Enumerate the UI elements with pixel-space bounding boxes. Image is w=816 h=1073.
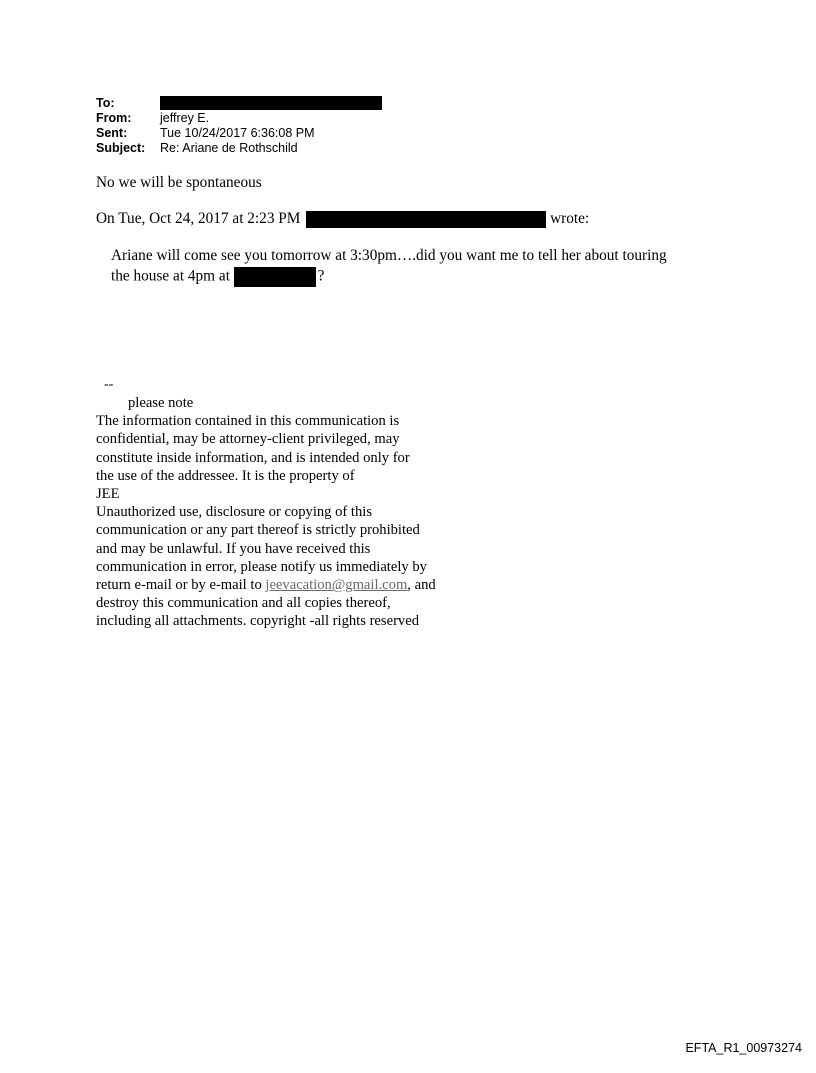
redaction-bar xyxy=(306,211,546,228)
subject-value: Re: Ariane de Rothschild xyxy=(160,141,298,155)
reply-text: No we will be spontaneous xyxy=(96,174,262,191)
subject-row xyxy=(96,141,382,156)
email-header xyxy=(96,96,382,156)
quoted-line-1: Ariane will come see you tomorrow at 3:30pm….did you want me to tell her about touring xyxy=(111,247,667,264)
signature-line: communication in error, please notify us immediately by xyxy=(96,558,427,575)
signature-line: JEE xyxy=(96,486,120,503)
signature-line: and may be unlawful. If you have received this xyxy=(96,540,371,557)
quoted-line-2-end: ? xyxy=(317,267,325,285)
sent-label: Sent: xyxy=(96,126,128,140)
quoted-line-2-start: the house at 4pm at xyxy=(111,267,230,285)
from-value: jeffrey E. xyxy=(160,111,210,125)
signature-line: destroy this communication and all copies thereof, xyxy=(96,595,391,612)
signature-line: the use of the addressee. It is the property of xyxy=(96,467,355,484)
sent-value: Tue 10/24/2017 6:36:08 PM xyxy=(160,126,315,140)
signature-line: The information contained in this communication is xyxy=(96,413,400,430)
document-id: EFTA_R1_00973274 xyxy=(685,1041,802,1055)
quote-intro-tail: wrote: xyxy=(550,210,590,227)
signature-line: confidential, may be attorney-client privileged, may xyxy=(96,431,400,448)
signature-block xyxy=(96,394,436,631)
from-label: From: xyxy=(96,111,132,125)
signature-line: communication or any part thereof is strictly prohibited xyxy=(96,522,420,539)
quote-intro xyxy=(96,210,589,228)
from-row xyxy=(96,111,382,126)
email-link[interactable]: jeevacation@gmail.com xyxy=(265,577,408,594)
signature-separator: -- xyxy=(104,377,114,392)
to-label: To: xyxy=(96,96,115,110)
quote-intro-text: On Tue, Oct 24, 2017 at 2:23 PM xyxy=(96,210,301,227)
signature-return-line xyxy=(96,576,436,594)
subject-label: Subject: xyxy=(96,141,146,155)
signature-line: including all attachments. copyright -all rights reserved xyxy=(96,613,419,630)
return-suffix: , and xyxy=(407,577,436,594)
signature-line: Unauthorized use, disclosure or copying of this xyxy=(96,504,373,521)
redaction-bar xyxy=(234,267,316,287)
quoted-line-2 xyxy=(111,267,324,287)
signature-note: please note xyxy=(128,395,194,411)
to-row xyxy=(96,96,382,111)
redaction-bar xyxy=(160,96,382,110)
return-prefix: return e-mail or by e-mail to xyxy=(96,577,262,594)
sent-row xyxy=(96,126,382,141)
signature-line: constitute inside information, and is intended only for xyxy=(96,449,410,466)
